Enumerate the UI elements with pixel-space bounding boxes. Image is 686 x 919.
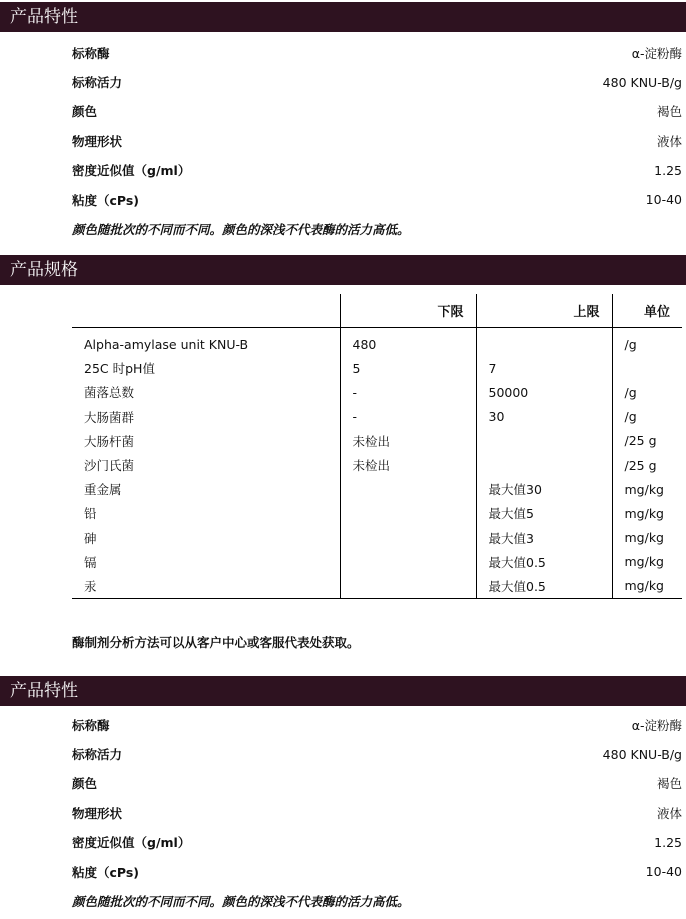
cell-lower [340, 477, 476, 501]
property-value: 480 KNU-B/g [602, 746, 682, 762]
header-upper: 上限 [476, 294, 612, 328]
cell-upper: 最大值0.5 [476, 574, 612, 599]
cell-name: 菌落总数 [84, 385, 135, 401]
property-row [72, 185, 682, 214]
property-label: 标称活力 [72, 75, 123, 91]
cell-name: 汞 [72, 574, 340, 599]
table-row [72, 380, 682, 404]
property-note: 颜色随批次的不同而不同。颜色的深浅不代表酶的活力高低。 [72, 222, 410, 238]
section-header-properties [0, 2, 686, 32]
property-value: 褐色 [656, 104, 682, 120]
property-row [72, 156, 682, 185]
cell-unit: mg/kg [612, 574, 682, 599]
table-row [72, 453, 682, 477]
property-label: 密度近似值（g/ml） [72, 163, 191, 179]
cell-lower: 480 [340, 328, 476, 357]
table-row [72, 574, 682, 599]
table-row [72, 501, 682, 525]
cell-upper: 最大值0.5 [476, 550, 612, 574]
property-value: α-淀粉酶 [631, 717, 682, 733]
property-row [72, 38, 682, 67]
cell-unit: /25 g [612, 453, 682, 477]
property-label: 标称活力 [72, 747, 123, 763]
cell-lower [340, 526, 476, 550]
specifications-table [72, 294, 682, 599]
property-row [72, 739, 682, 768]
cell-unit [612, 356, 682, 380]
property-value: 10-40 [645, 192, 682, 208]
cell-name: 镉 [84, 554, 97, 570]
property-label: 粘度（cPs) [72, 864, 140, 880]
table-header-row [72, 294, 682, 328]
properties-list [72, 38, 682, 244]
property-row [72, 710, 682, 739]
cell-unit: mg/kg [612, 501, 682, 525]
property-row [72, 97, 682, 126]
cell-upper [476, 429, 612, 453]
cell-lower: - [340, 380, 476, 404]
cell-lower: 5 [340, 356, 476, 380]
cell-name: 大肠菌群 [84, 409, 135, 425]
property-label: 标称酶 [72, 717, 110, 733]
table-row [72, 429, 682, 453]
property-note: 颜色随批次的不同而不同。颜色的深浅不代表酶的活力高低。 [72, 894, 410, 910]
section-title: 产品规格 [10, 260, 78, 280]
table-row [72, 526, 682, 550]
property-value: 10-40 [645, 864, 682, 880]
header-unit: 单位 [612, 294, 682, 328]
section-header-specifications [0, 255, 686, 285]
property-value: 液体 [656, 133, 682, 149]
property-row [72, 769, 682, 798]
analysis-method-note: 酶制剂分析方法可以从客户中心或客服代表处获取。 [72, 635, 360, 650]
cell-lower [340, 574, 476, 599]
cell-unit: /g [612, 328, 682, 357]
cell-unit: /g [612, 380, 682, 404]
cell-upper: 7 [476, 356, 612, 380]
property-value: 480 KNU-B/g [602, 74, 682, 90]
cell-name: Alpha-amylase unit KNU-B [84, 336, 249, 352]
cell-unit: /g [612, 405, 682, 429]
cell-unit: /25 g [612, 429, 682, 453]
property-value: α-淀粉酶 [631, 45, 682, 61]
cell-upper [476, 328, 612, 357]
cell-name: 铅 [84, 506, 97, 522]
table-row [72, 356, 682, 380]
cell-upper: 30 [476, 405, 612, 429]
cell-upper [476, 453, 612, 477]
cell-lower: 未检出 [340, 453, 476, 477]
cell-upper: 最大值30 [476, 477, 612, 501]
property-label: 物理形状 [72, 133, 123, 149]
table-row [72, 328, 682, 357]
cell-lower: 未检出 [340, 429, 476, 453]
table-row [72, 477, 682, 501]
property-label: 标称酶 [72, 45, 110, 61]
cell-upper: 最大值3 [476, 526, 612, 550]
cell-name: 重金属 [84, 482, 122, 498]
table-row [72, 550, 682, 574]
property-value: 1.25 [654, 834, 682, 850]
cell-name: 25C 时pH值 [84, 361, 155, 377]
table-row [72, 405, 682, 429]
cell-unit: mg/kg [612, 550, 682, 574]
property-value: 液体 [656, 805, 682, 821]
header-lower: 下限 [340, 294, 476, 328]
property-label: 颜色 [72, 776, 98, 792]
property-row [72, 126, 682, 155]
cell-lower [340, 550, 476, 574]
property-row [72, 857, 682, 886]
property-label: 物理形状 [72, 805, 123, 821]
section-header-properties-repeat [0, 676, 686, 706]
cell-lower: - [340, 405, 476, 429]
properties-list-repeat [72, 710, 682, 916]
property-value: 1.25 [654, 162, 682, 178]
property-label: 粘度（cPs) [72, 192, 140, 208]
cell-name: 大肠杆菌 [84, 433, 135, 449]
section-title: 产品特性 [10, 681, 78, 701]
cell-unit: mg/kg [612, 526, 682, 550]
property-row [72, 798, 682, 827]
property-label: 密度近似值（g/ml） [72, 835, 191, 851]
cell-unit: mg/kg [612, 477, 682, 501]
cell-name: 砷 [84, 530, 97, 546]
section-title: 产品特性 [10, 7, 78, 27]
property-row [72, 828, 682, 857]
cell-lower [340, 501, 476, 525]
header-name [72, 294, 340, 328]
cell-upper: 最大值5 [476, 501, 612, 525]
cell-upper: 50000 [476, 380, 612, 404]
property-label: 颜色 [72, 104, 98, 120]
cell-name: 沙门氏菌 [84, 458, 135, 474]
property-value: 褐色 [656, 776, 682, 792]
property-row [72, 67, 682, 96]
